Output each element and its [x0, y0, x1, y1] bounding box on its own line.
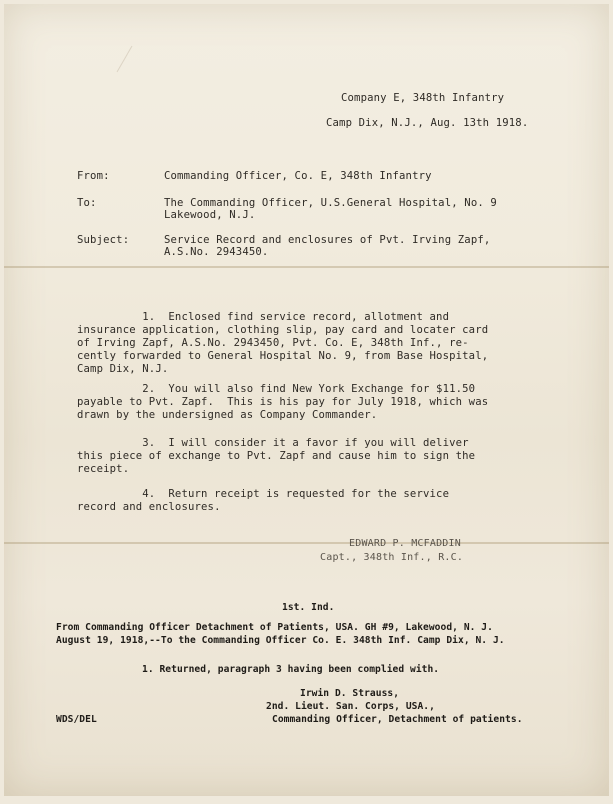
paragraph-2: 2. You will also find New York Exchange for $11.50 payable to Pvt. Zapf. This is his pay for July 1918, which was drawn by the undersigned as Company Commander.: [77, 383, 489, 421]
indorsement-signer-name: Irwin D. Strauss,: [300, 688, 400, 699]
document-page: [4, 4, 609, 796]
indorsement-heading: 1st. Ind.: [282, 602, 335, 613]
header-place-date: Camp Dix, N.J., Aug. 13th 1918.: [326, 117, 529, 129]
indorsement-item: 1. Returned, paragraph 3 having been complied with.: [142, 664, 440, 675]
indorsement-initials: WDS/DEL: [56, 714, 97, 725]
paragraph-4: 4. Return receipt is requested for the service record and enclosures.: [77, 488, 450, 513]
from-value: Commanding Officer, Co. E, 348th Infantry: [164, 170, 432, 182]
paragraph-3: 3. I will consider it a favor if you will deliver this piece of exchange to Pvt. Zapf and cause him to sign the receipt.: [77, 437, 476, 475]
header-company: Company E, 348th Infantry: [341, 92, 505, 104]
indorsement-line2: August 19, 1918,--To the Commanding Officer Co. E. 348th Inf. Camp Dix, N. J.: [56, 635, 505, 646]
signature-name: EDWARD P. MCFADDIN: [349, 538, 461, 549]
indorsement-signer-rank: 2nd. Lieut. San. Corps, USA.,: [266, 701, 435, 712]
paper-fold: [4, 266, 609, 268]
indorsement-line1: From Commanding Officer Detachment of Patients, USA. GH #9, Lakewood, N. J.: [56, 622, 493, 633]
subject-line1: Service Record and enclosures of Pvt. Irving Zapf,: [164, 234, 491, 246]
paper-fold: [4, 542, 609, 544]
subject-line2: A.S.No. 2943450.: [164, 246, 269, 258]
paper-crease: [117, 46, 133, 72]
to-line1: The Commanding Officer, U.S.General Hospital, No. 9: [164, 197, 497, 209]
to-label: To:: [77, 197, 97, 209]
to-line2: Lakewood, N.J.: [164, 209, 256, 221]
signature-title: Capt., 348th Inf., R.C.: [320, 552, 464, 563]
from-label: From:: [77, 170, 110, 182]
indorsement-signer-title: Commanding Officer, Detachment of patients.: [272, 714, 523, 725]
subject-label: Subject:: [77, 234, 130, 246]
paragraph-1: 1. Enclosed find service record, allotment and insurance application, clothing slip, pay card and locater card of Irving Zapf, A.S.No. 2943450, Pvt. Co. E, 348th Inf., re- cently forwarded to General Hospital No. 9, from Base Hospital, Camp Dix, N.J.: [77, 311, 489, 375]
